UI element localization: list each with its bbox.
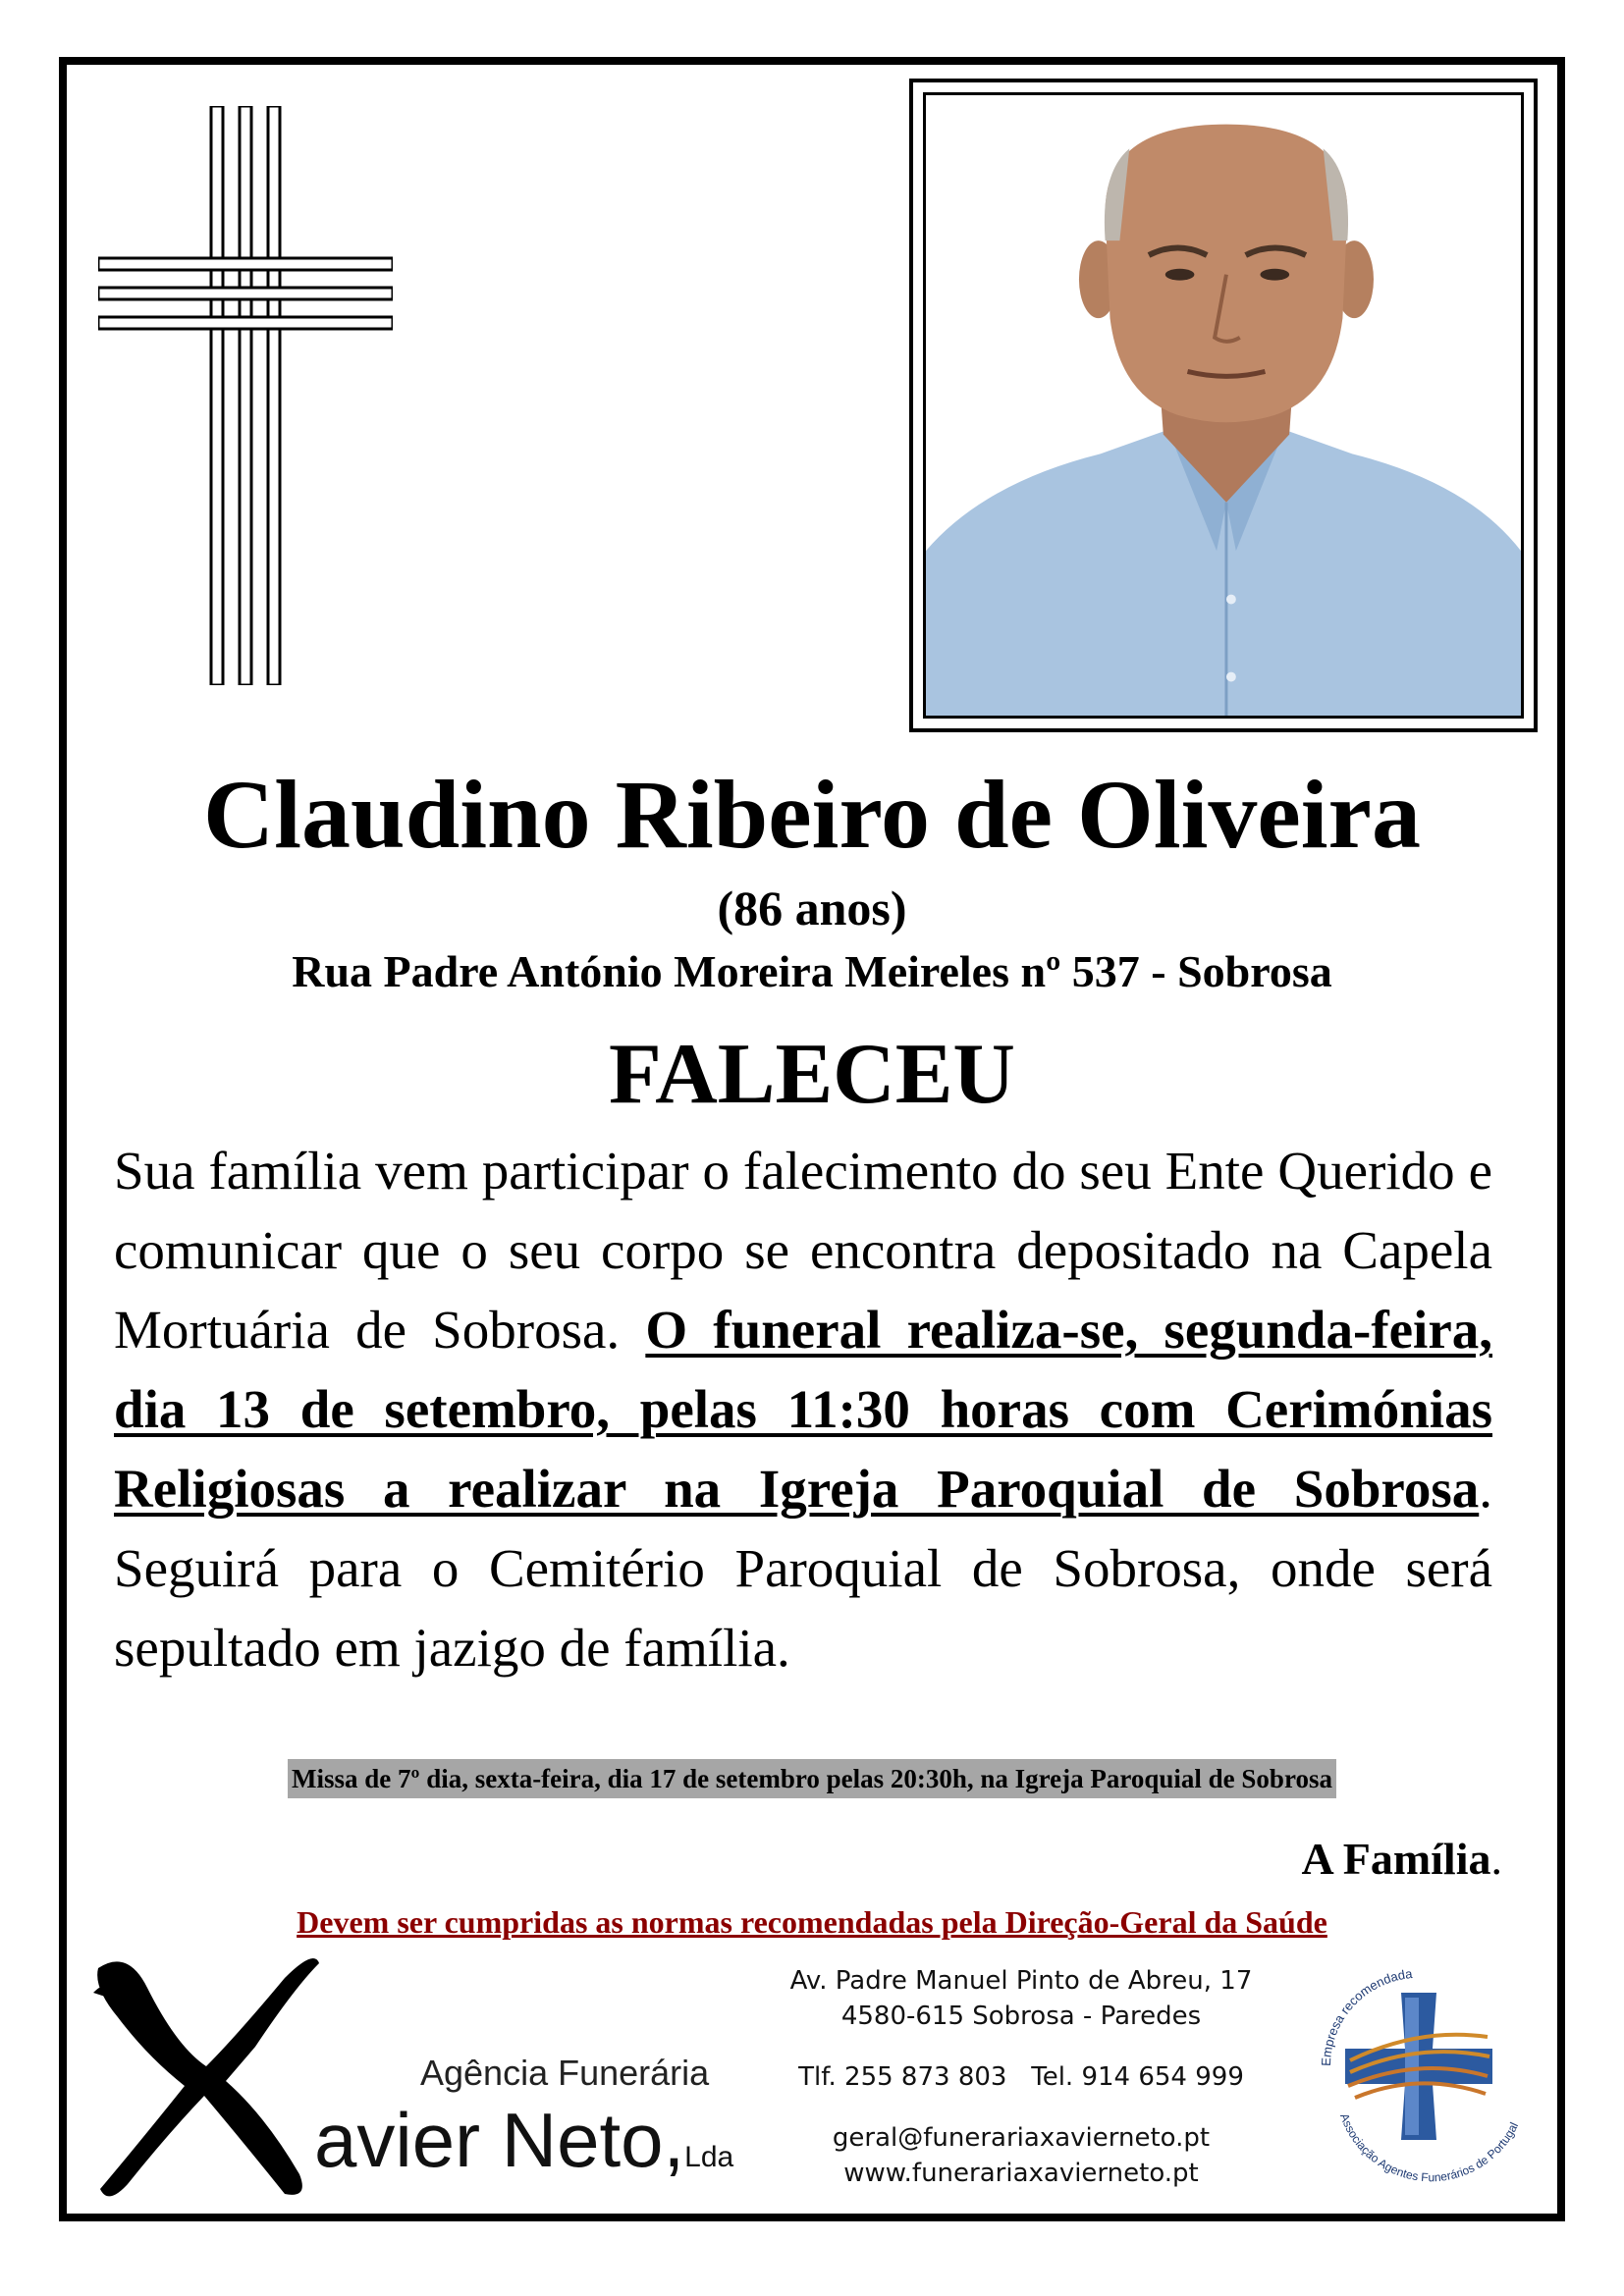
agency-subtitle: Agência Funerária (420, 2053, 710, 2093)
announcement-intro: Sua família vem participar o falecimento do seu Ente Querido e comunicar que o seu corpo se encontra depositado na Capela Mortuária de Sobrosa. (114, 1141, 1492, 1360)
headline: FALECEU (609, 1027, 1015, 1122)
agency-address-line1: Av. Padre Manuel Pinto de Abreu, 17 (789, 1966, 1253, 1996)
mass-notice: Missa de 7º dia, sexta-feira, dia 17 de setembro pelas 20:30h, na Igreja Paroquial de Sobrosa (288, 1759, 1336, 1798)
signature-text: A Família (1301, 1834, 1491, 1884)
signature (1302, 1830, 1502, 1889)
deceased-address: Rua Padre António Moreira Meireles nº 537 - Sobrosa (292, 946, 1332, 996)
signature-punct: . (1490, 1834, 1502, 1884)
association-cross-logo-icon (1301, 1949, 1537, 2184)
agency-name-text: avier Neto, (314, 2097, 685, 2183)
portrait-photo (923, 92, 1524, 719)
announcement-outro: . Seguirá para o Cemitério Paroquial de Sobrosa, onde será sepultado em jazigo de família. (114, 1459, 1492, 1678)
agency-contacts (766, 1963, 1276, 2191)
agency-address-line2: 4580-615 Sobrosa - Paredes (840, 2002, 1202, 2031)
agency-name (314, 2096, 733, 2202)
announcement-text (114, 1131, 1492, 1687)
association-text-bottom: Associação Agentes Funerários de Portugal (1337, 2111, 1522, 2184)
agency-website[interactable]: www.funerariaxavierneto.pt (843, 2159, 1199, 2188)
association-text-top: Empresa recomendada (1318, 1966, 1414, 2067)
deceased-name: Claudino Ribeiro de Oliveira (203, 760, 1421, 869)
agency-email[interactable]: geral@funerariaxavierneto.pt (832, 2123, 1211, 2153)
mass-notice-row (98, 1759, 1526, 1798)
agency-suffix: Lda (684, 2141, 734, 2173)
x-brush-logo-icon (88, 1949, 324, 2204)
funeral-details: O funeral realiza-se, segunda-feira, dia 13 de setembro, pelas 11:30 horas com Cerimónias Religiosas a realizar na Igreja Paroquial de Sobrosa (114, 1300, 1492, 1519)
cross-icon (98, 106, 393, 685)
portrait-frame (909, 79, 1538, 732)
agency-phones: Tlf. 255 873 803 Tel. 914 654 999 (798, 2062, 1244, 2092)
deceased-age: (86 anos) (717, 881, 907, 935)
health-notice: Devem ser cumpridas as normas recomendadas pela Direção-Geral da Saúde (297, 1904, 1327, 1940)
